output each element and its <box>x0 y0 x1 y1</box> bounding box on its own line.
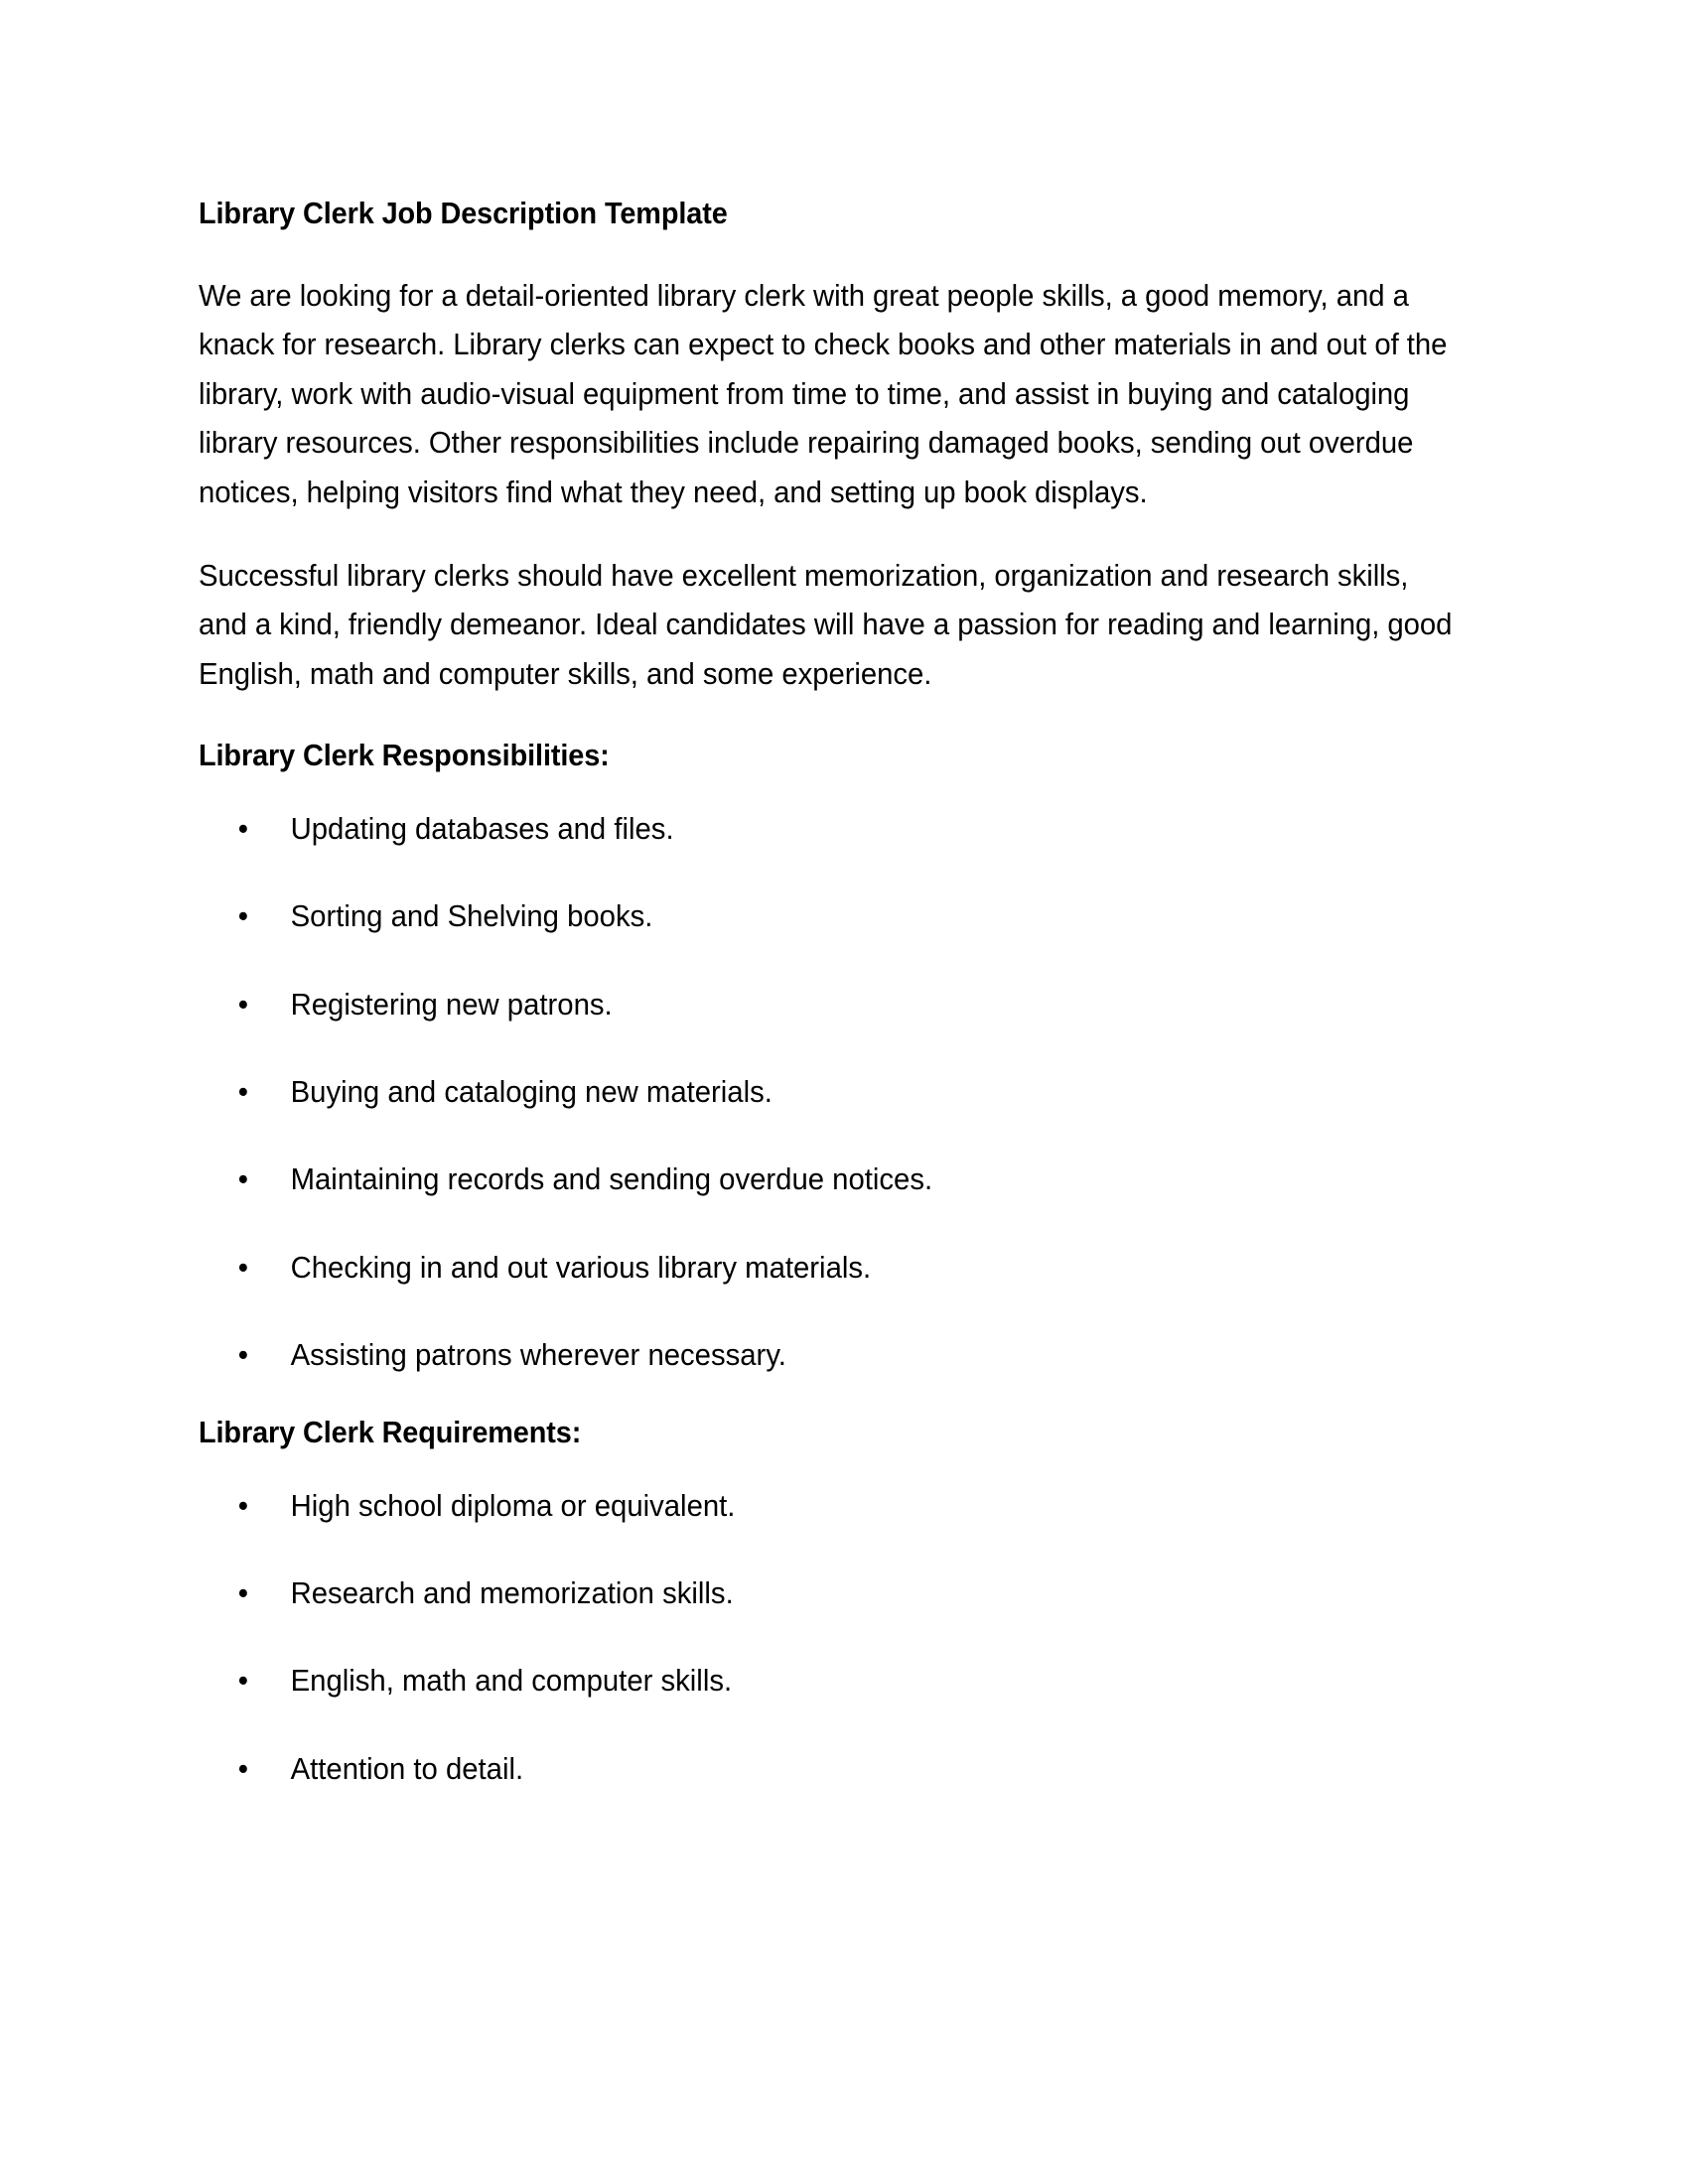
list-item <box>199 896 1419 936</box>
intro-paragraph-2: Successful library clerks should have excellent memorization, organization and research skills, and a kind, friendly demeanor. Ideal candidates will have a passion for reading and learning, good English, math and computer skills, and some experience. <box>199 557 1453 691</box>
bullet-icon: • <box>237 1249 248 1285</box>
responsibilities-heading: Library Clerk Responsibilities: <box>199 738 610 773</box>
bullet-icon: • <box>237 1073 248 1109</box>
list-item <box>199 1486 1419 1526</box>
document-body <box>199 194 1489 1789</box>
list-item <box>199 809 1419 849</box>
list-item <box>199 1072 1419 1112</box>
bullet-icon: • <box>237 898 248 934</box>
bullet-icon: • <box>237 1487 248 1523</box>
list-item-label: English, math and computer skills. <box>290 1663 733 1699</box>
list-item <box>199 1160 1419 1199</box>
list-item-label: Registering new patrons. <box>290 986 613 1022</box>
bullet-icon: • <box>237 1575 248 1611</box>
bullet-icon: • <box>237 811 248 847</box>
bullet-icon: • <box>237 1161 248 1197</box>
list-item-label: Research and memorization skills. <box>290 1575 734 1611</box>
requirements-heading: Library Clerk Requirements: <box>199 1415 582 1450</box>
list-item <box>199 985 1419 1024</box>
list-item <box>199 1749 1419 1789</box>
list-item-label: Attention to detail. <box>290 1750 524 1786</box>
list-item-label: Assisting patrons wherever necessary. <box>290 1336 786 1372</box>
list-item <box>199 1335 1419 1375</box>
list-item-label: High school diploma or equivalent. <box>290 1487 736 1523</box>
page-title: Library Clerk Job Description Template <box>199 196 728 230</box>
bullet-icon: • <box>237 1663 248 1699</box>
list-item-label: Checking in and out various library materials. <box>290 1249 872 1285</box>
requirements-list <box>199 1486 1489 1789</box>
list-item <box>199 1573 1419 1613</box>
list-item <box>199 1661 1419 1701</box>
bullet-icon: • <box>237 986 248 1022</box>
intro-paragraph-1: We are looking for a detail-oriented library clerk with great people skills, a good memory, and a knack for research. Library clerks can expect to check books and other materials in and out of the library, work with audio-visual equipment from time to time, and assist in buying and cataloging library resources. Other responsibilities include repairing damaged books, sending out overdue notices, helping visitors find what they need, and setting up book displays. <box>199 277 1448 510</box>
list-item-label: Sorting and Shelving books. <box>290 898 653 934</box>
list-item-label: Buying and cataloging new materials. <box>290 1073 773 1109</box>
list-item-label: Updating databases and files. <box>290 811 674 847</box>
bullet-icon: • <box>237 1750 248 1786</box>
bullet-icon: • <box>237 1336 248 1372</box>
list-item-label: Maintaining records and sending overdue notices. <box>290 1161 933 1197</box>
list-item <box>199 1248 1419 1288</box>
responsibilities-list <box>199 809 1489 1375</box>
